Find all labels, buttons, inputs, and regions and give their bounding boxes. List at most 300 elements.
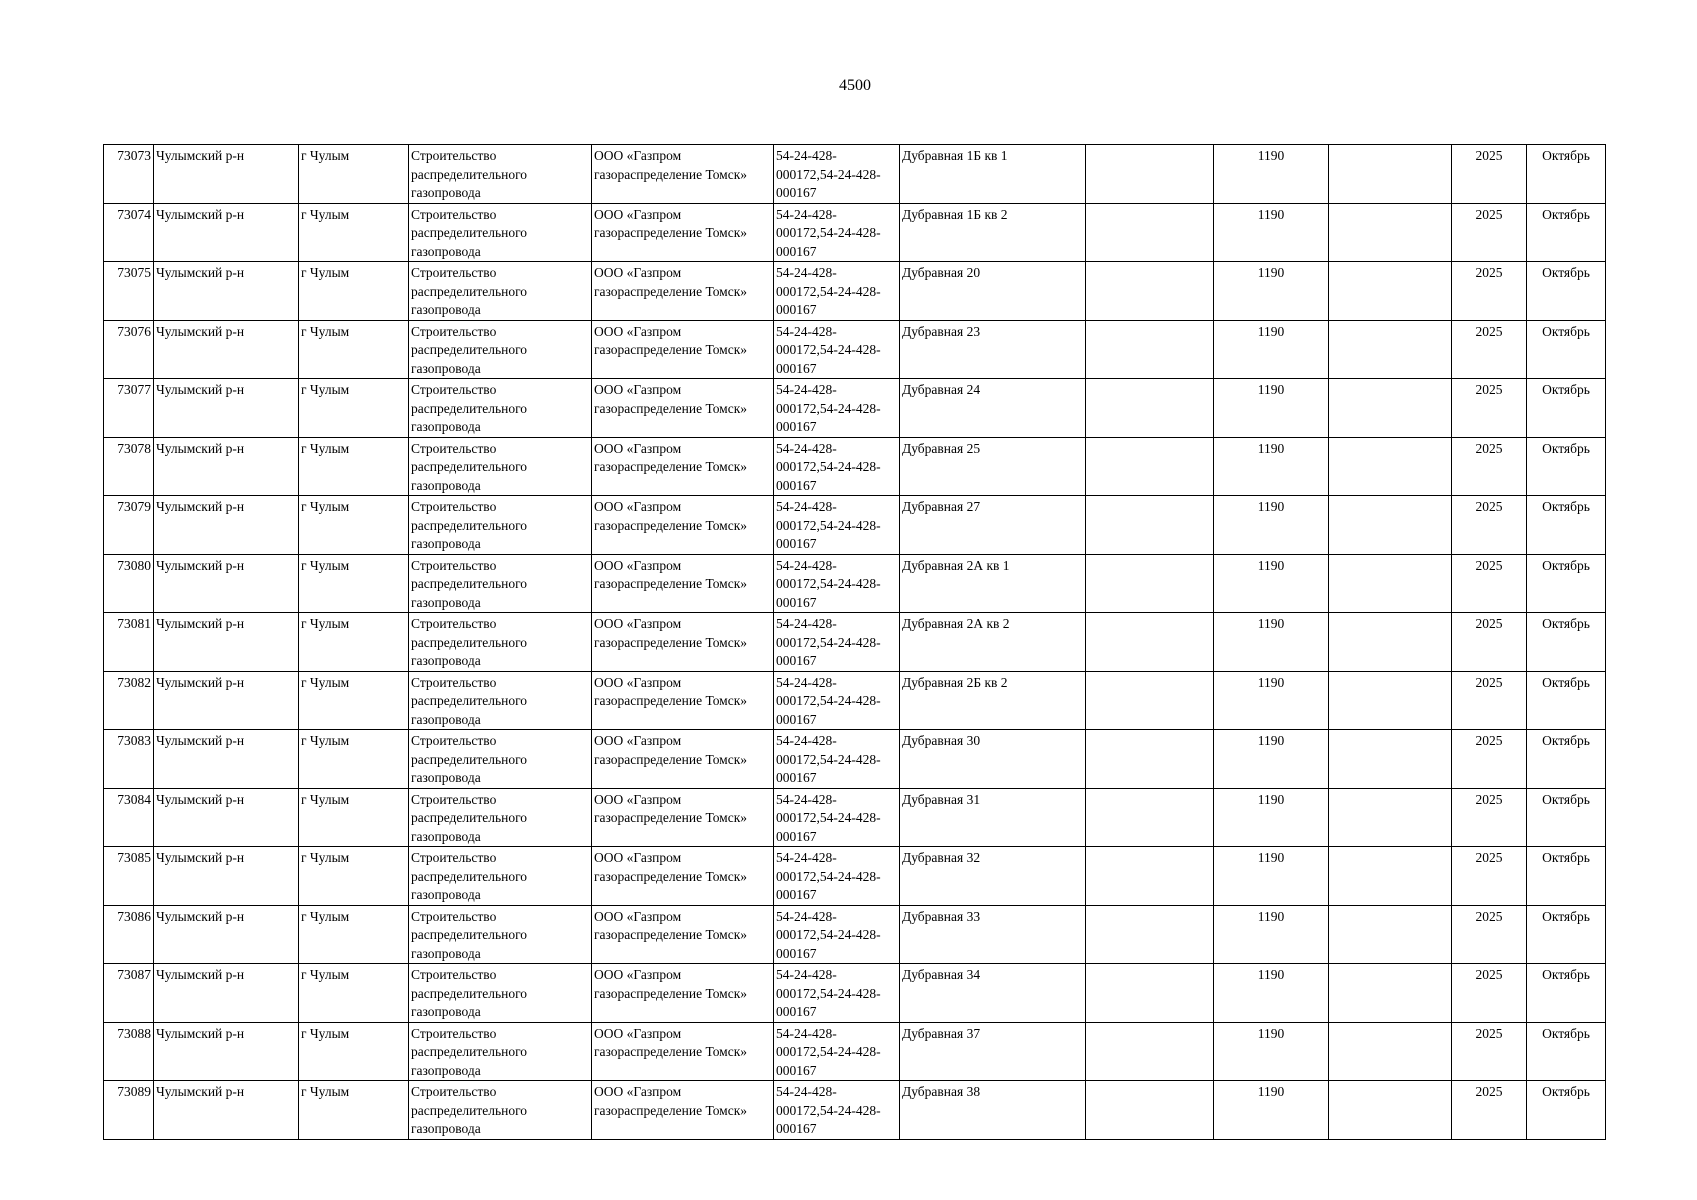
work-type-line: Строительство [411,1084,497,1099]
district-cell: Чулымский р-н [154,905,299,964]
cadastral-number-line: 000167 [776,887,817,902]
cadastral-number-line: 54-24-428- [776,733,837,748]
work-type-line: Строительство [411,733,497,748]
cadastral-number-line: 000172,54-24-428- [776,927,881,942]
settlement-cell: г Чулым [299,613,409,672]
work-type-cell [409,437,592,496]
cadastral-number-line: 000167 [776,302,817,317]
month-cell: Октябрь [1527,671,1606,730]
empty-cell [1329,203,1452,262]
work-type-cell [409,847,592,906]
organization-line: ООО «Газпром [594,733,682,748]
year-cell: 2025 [1452,379,1527,438]
row-number-cell: 73081 [104,613,154,672]
row-number-cell: 73074 [104,203,154,262]
year-cell: 2025 [1452,320,1527,379]
month-cell: Октябрь [1527,613,1606,672]
district-cell: Чулымский р-н [154,145,299,204]
organization-line: ООО «Газпром [594,265,682,280]
table-row [104,203,1606,262]
cost-cell: 1190 [1214,320,1329,379]
district-cell: Чулымский р-н [154,1081,299,1140]
organization-cell [592,847,774,906]
settlement-cell: г Чулым [299,671,409,730]
cadastral-number-line: 000167 [776,477,817,493]
settlement-cell: г Чулым [299,496,409,555]
year-cell: 2025 [1452,905,1527,964]
cadastral-number-line: 000167 [776,1121,817,1136]
empty-cell [1086,1081,1214,1140]
address-cell: Дубравная 24 [900,379,1086,438]
settlement-cell: г Чулым [299,730,409,789]
address-cell: Дубравная 34 [900,964,1086,1023]
year-cell: 2025 [1452,1081,1527,1140]
organization-line: газораспределение Томск» [594,751,748,767]
year-cell: 2025 [1452,788,1527,847]
year-cell: 2025 [1452,730,1527,789]
year-cell: 2025 [1452,1022,1527,1081]
cadastral-number-cell [774,788,900,847]
empty-cell [1086,847,1214,906]
district-cell: Чулымский р-н [154,847,299,906]
row-number-cell: 73080 [104,554,154,613]
cadastral-number-line: 54-24-428- [776,557,837,573]
organization-cell [592,496,774,555]
cadastral-number-line: 000167 [776,828,817,844]
address-cell: Дубравная 37 [900,1022,1086,1081]
cadastral-number-line: 54-24-428- [776,674,837,690]
year-cell: 2025 [1452,613,1527,672]
cadastral-number-line: 54-24-428- [776,323,837,339]
address-cell: Дубравная 2Б кв 2 [900,671,1086,730]
organization-line: ООО «Газпром [594,674,682,690]
table-row [104,905,1606,964]
year-cell: 2025 [1452,262,1527,321]
work-type-line: распределительного [411,693,528,708]
district-cell: Чулымский р-н [154,379,299,438]
row-number-cell: 73075 [104,262,154,321]
table-row [104,1022,1606,1081]
work-type-line: распределительного [411,985,528,1001]
settlement-cell: г Чулым [299,1022,409,1081]
organization-cell [592,788,774,847]
year-cell: 2025 [1452,671,1527,730]
table-row [104,847,1606,906]
district-cell: Чулымский р-н [154,788,299,847]
empty-cell [1329,1022,1452,1081]
row-number-cell: 73082 [104,671,154,730]
cadastral-number-cell [774,1022,900,1081]
cost-cell: 1190 [1214,730,1329,789]
work-type-line: Строительство [411,148,497,163]
cadastral-number-line: 000167 [776,945,817,961]
cost-cell: 1190 [1214,554,1329,613]
table-row [104,262,1606,321]
table-row [104,496,1606,555]
organization-line: ООО «Газпром [594,1025,682,1041]
month-cell: Октябрь [1527,964,1606,1023]
work-type-line: газопровода [411,887,481,902]
cadastral-number-line: 000167 [776,653,817,668]
organization-line: газораспределение Томск» [594,225,748,240]
organization-cell [592,203,774,262]
cadastral-number-line: 54-24-428- [776,1084,837,1099]
empty-cell [1086,554,1214,613]
cadastral-number-cell [774,496,900,555]
cadastral-number-cell [774,262,900,321]
empty-cell [1329,730,1452,789]
organization-cell [592,379,774,438]
work-type-line: распределительного [411,576,528,591]
empty-cell [1086,788,1214,847]
row-number-cell: 73073 [104,145,154,204]
page-number: 4500 [839,77,871,94]
work-type-line: распределительного [411,810,528,825]
address-cell: Дубравная 33 [900,905,1086,964]
empty-cell [1329,496,1452,555]
table-row [104,730,1606,789]
cadastral-number-line: 000167 [776,185,817,200]
cadastral-number-line: 000172,54-24-428- [776,985,881,1001]
organization-line: ООО «Газпром [594,323,682,339]
organization-cell [592,1022,774,1081]
cadastral-number-line: 54-24-428- [776,616,837,631]
cadastral-number-line: 54-24-428- [776,148,837,163]
cadastral-number-line: 000172,54-24-428- [776,810,881,825]
organization-line: ООО «Газпром [594,791,682,807]
organization-line: ООО «Газпром [594,206,682,222]
organization-line: ООО «Газпром [594,967,682,982]
cadastral-number-cell [774,964,900,1023]
work-type-cell [409,730,592,789]
empty-cell [1329,788,1452,847]
organization-cell [592,730,774,789]
cadastral-number-cell [774,145,900,204]
work-type-line: газопровода [411,360,481,376]
empty-cell [1086,613,1214,672]
organization-cell [592,613,774,672]
organization-line: газораспределение Томск» [594,927,748,942]
settlement-cell: г Чулым [299,262,409,321]
organization-line: ООО «Газпром [594,499,682,514]
organization-line: ООО «Газпром [594,557,682,573]
work-type-cell [409,554,592,613]
cadastral-number-cell [774,613,900,672]
organization-line: ООО «Газпром [594,616,682,631]
cadastral-number-line: 000167 [776,419,817,434]
organization-line: газораспределение Томск» [594,1102,748,1118]
work-type-line: Строительство [411,265,497,280]
work-type-line: Строительство [411,323,497,339]
cost-cell: 1190 [1214,671,1329,730]
cadastral-number-line: 000167 [776,360,817,376]
empty-cell [1329,1081,1452,1140]
work-type-cell [409,1081,592,1140]
row-number-cell: 73076 [104,320,154,379]
cadastral-number-line: 000172,54-24-428- [776,576,881,591]
cadastral-number-line: 54-24-428- [776,967,837,982]
year-cell: 2025 [1452,203,1527,262]
month-cell: Октябрь [1527,847,1606,906]
address-cell: Дубравная 38 [900,1081,1086,1140]
cost-cell: 1190 [1214,1022,1329,1081]
year-cell: 2025 [1452,964,1527,1023]
empty-cell [1329,964,1452,1023]
work-type-line: газопровода [411,1004,481,1019]
work-type-line: Строительство [411,616,497,631]
work-type-line: газопровода [411,302,481,317]
address-cell: Дубравная 25 [900,437,1086,496]
cost-cell: 1190 [1214,203,1329,262]
work-type-line: Строительство [411,382,497,397]
settlement-cell: г Чулым [299,203,409,262]
row-number-cell: 73086 [104,905,154,964]
cadastral-number-line: 54-24-428- [776,382,837,397]
month-cell: Октябрь [1527,203,1606,262]
organization-line: газораспределение Томск» [594,634,748,650]
work-type-line: газопровода [411,594,481,610]
work-type-line: газопровода [411,1121,481,1136]
work-type-cell [409,613,592,672]
cadastral-number-line: 000172,54-24-428- [776,166,881,182]
cadastral-number-line: 54-24-428- [776,908,837,924]
empty-cell [1329,554,1452,613]
month-cell: Октябрь [1527,320,1606,379]
work-type-line: газопровода [411,1062,481,1078]
row-number-cell: 73079 [104,496,154,555]
district-cell: Чулымский р-н [154,320,299,379]
settlement-cell: г Чулым [299,1081,409,1140]
organization-line: газораспределение Томск» [594,283,748,299]
organization-line: газораспределение Томск» [594,400,748,416]
table-row [104,554,1606,613]
district-cell: Чулымский р-н [154,437,299,496]
month-cell: Октябрь [1527,1081,1606,1140]
cadastral-number-line: 000167 [776,711,817,727]
cadastral-number-cell [774,203,900,262]
year-cell: 2025 [1452,145,1527,204]
work-type-line: распределительного [411,868,528,884]
organization-line: газораспределение Томск» [594,517,748,533]
cadastral-number-cell [774,847,900,906]
empty-cell [1329,905,1452,964]
month-cell: Октябрь [1527,554,1606,613]
district-cell: Чулымский р-н [154,203,299,262]
work-type-line: Строительство [411,850,497,865]
cadastral-number-line: 000167 [776,1062,817,1078]
cadastral-number-line: 000167 [776,243,817,259]
cadastral-number-line: 000167 [776,536,817,551]
cost-cell: 1190 [1214,788,1329,847]
address-cell: Дубравная 32 [900,847,1086,906]
organization-line: ООО «Газпром [594,440,682,456]
work-type-cell [409,203,592,262]
table-row [104,788,1606,847]
district-cell: Чулымский р-н [154,496,299,555]
district-cell: Чулымский р-н [154,554,299,613]
empty-cell [1086,1022,1214,1081]
organization-line: ООО «Газпром [594,148,682,163]
empty-cell [1329,379,1452,438]
cadastral-number-line: 000172,54-24-428- [776,459,881,474]
work-type-line: Строительство [411,967,497,982]
organization-cell [592,262,774,321]
organization-line: ООО «Газпром [594,1084,682,1099]
organization-cell [592,1081,774,1140]
organization-line: газораспределение Томск» [594,166,748,182]
empty-cell [1086,964,1214,1023]
cadastral-number-line: 54-24-428- [776,791,837,807]
work-type-cell [409,905,592,964]
cadastral-number-line: 000172,54-24-428- [776,1044,881,1059]
work-type-cell [409,379,592,438]
cost-cell: 1190 [1214,905,1329,964]
empty-cell [1329,437,1452,496]
work-type-cell [409,496,592,555]
organization-line: газораспределение Томск» [594,810,748,825]
row-number-cell: 73087 [104,964,154,1023]
work-type-line: распределительного [411,283,528,299]
cadastral-number-line: 000172,54-24-428- [776,400,881,416]
empty-cell [1329,847,1452,906]
cost-cell: 1190 [1214,964,1329,1023]
empty-cell [1086,145,1214,204]
address-cell: Дубравная 2А кв 2 [900,613,1086,672]
organization-cell [592,437,774,496]
work-type-line: распределительного [411,166,528,182]
row-number-cell: 73089 [104,1081,154,1140]
settlement-cell: г Чулым [299,145,409,204]
row-number-cell: 73078 [104,437,154,496]
table-body [104,145,1606,1140]
table-row [104,671,1606,730]
district-cell: Чулымский р-н [154,613,299,672]
cadastral-number-line: 000172,54-24-428- [776,1102,881,1118]
address-cell: Дубравная 31 [900,788,1086,847]
settlement-cell: г Чулым [299,554,409,613]
cadastral-number-line: 000172,54-24-428- [776,225,881,240]
empty-cell [1086,262,1214,321]
cost-cell: 1190 [1214,1081,1329,1140]
cadastral-number-cell [774,905,900,964]
settlement-cell: г Чулым [299,437,409,496]
work-type-line: Строительство [411,791,497,807]
cadastral-number-line: 54-24-428- [776,1025,837,1041]
work-type-line: распределительного [411,1102,528,1118]
organization-line: газораспределение Томск» [594,985,748,1001]
cadastral-number-cell [774,730,900,789]
cadastral-number-cell [774,1081,900,1140]
table-row [104,613,1606,672]
work-type-line: газопровода [411,243,481,259]
cadastral-number-line: 000167 [776,594,817,610]
cost-cell: 1190 [1214,496,1329,555]
organization-cell [592,964,774,1023]
cost-cell: 1190 [1214,613,1329,672]
organization-line: ООО «Газпром [594,908,682,924]
work-type-cell [409,964,592,1023]
cadastral-number-line: 000167 [776,770,817,785]
month-cell: Октябрь [1527,262,1606,321]
address-cell: Дубравная 2А кв 1 [900,554,1086,613]
cost-cell: 1190 [1214,847,1329,906]
work-type-line: газопровода [411,536,481,551]
work-type-line: распределительного [411,751,528,767]
cadastral-number-cell [774,437,900,496]
row-number-cell: 73084 [104,788,154,847]
organization-cell [592,320,774,379]
district-cell: Чулымский р-н [154,671,299,730]
work-type-line: распределительного [411,225,528,240]
cadastral-number-cell [774,671,900,730]
work-type-line: Строительство [411,440,497,456]
work-type-line: распределительного [411,459,528,474]
work-type-line: распределительного [411,400,528,416]
year-cell: 2025 [1452,437,1527,496]
empty-cell [1086,671,1214,730]
table-row [104,1081,1606,1140]
work-type-cell [409,145,592,204]
work-type-line: газопровода [411,770,481,785]
work-type-line: распределительного [411,1044,528,1059]
year-cell: 2025 [1452,847,1527,906]
work-type-line: газопровода [411,419,481,434]
settlement-cell: г Чулым [299,788,409,847]
settlement-cell: г Чулым [299,905,409,964]
cadastral-number-line: 000172,54-24-428- [776,868,881,884]
organization-line: газораспределение Томск» [594,576,748,591]
work-type-line: Строительство [411,499,497,514]
settlement-cell: г Чулым [299,379,409,438]
settlement-cell: г Чулым [299,964,409,1023]
month-cell: Октябрь [1527,905,1606,964]
month-cell: Октябрь [1527,379,1606,438]
cadastral-number-line: 54-24-428- [776,499,837,514]
district-cell: Чулымский р-н [154,964,299,1023]
year-cell: 2025 [1452,496,1527,555]
work-type-line: Строительство [411,1025,497,1041]
cadastral-number-cell [774,379,900,438]
empty-cell [1086,437,1214,496]
cadastral-number-cell [774,554,900,613]
empty-cell [1086,379,1214,438]
address-cell: Дубравная 1Б кв 2 [900,203,1086,262]
address-cell: Дубравная 27 [900,496,1086,555]
table-row [104,437,1606,496]
cadastral-number-line: 000172,54-24-428- [776,283,881,299]
organization-line: газораспределение Томск» [594,693,748,708]
work-type-line: Строительство [411,674,497,690]
empty-cell [1086,496,1214,555]
row-number-cell: 73088 [104,1022,154,1081]
organization-line: ООО «Газпром [594,382,682,397]
work-type-line: газопровода [411,653,481,668]
organization-cell [592,905,774,964]
cadastral-number-line: 000172,54-24-428- [776,751,881,767]
empty-cell [1086,203,1214,262]
empty-cell [1329,320,1452,379]
address-cell: Дубравная 30 [900,730,1086,789]
month-cell: Октябрь [1527,437,1606,496]
cadastral-number-line: 000172,54-24-428- [776,693,881,708]
work-type-cell [409,262,592,321]
cadastral-number-line: 54-24-428- [776,206,837,222]
work-type-line: газопровода [411,945,481,961]
cost-cell: 1190 [1214,437,1329,496]
organization-cell [592,671,774,730]
cadastral-number-line: 54-24-428- [776,265,837,280]
empty-cell [1086,730,1214,789]
